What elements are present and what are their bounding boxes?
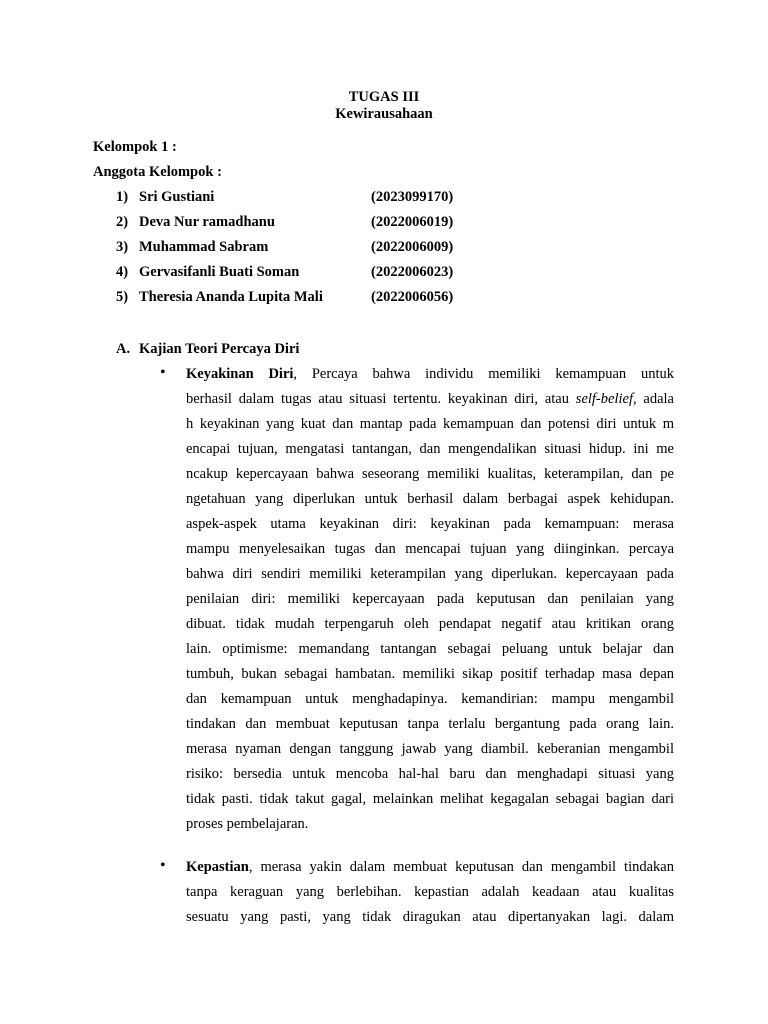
members-label: Anggota Kelompok : — [93, 164, 222, 180]
paragraph-line: bahwa diri sendiri memiliki keterampilan yang diperlukan. kepercayaan pada — [186, 566, 674, 582]
paragraph-line — [186, 858, 674, 876]
section-letter: A. — [116, 341, 131, 357]
section-title: Kajian Teori Percaya Diri — [139, 341, 300, 357]
member-row — [116, 213, 496, 231]
member-name: Deva Nur ramadhanu — [139, 214, 275, 230]
document-title: TUGAS III — [348, 89, 420, 105]
paragraph-text: , Percaya bahwa individu memiliki kemampuan untuk — [293, 366, 674, 382]
term-kepastian: Kepastian — [186, 859, 249, 875]
group-label: Kelompok 1 : — [93, 139, 177, 155]
italic-term: self-belief — [575, 391, 633, 407]
member-number: 4) — [116, 264, 129, 280]
member-row — [116, 188, 496, 206]
paragraph-line: dibuat. tidak mudah terpengaruh oleh pendapat negatif atau kritikan orang — [186, 616, 674, 632]
paragraph-line: tindakan dan membuat keputusan tanpa terlalu bergantung pada orang lain. — [186, 716, 674, 732]
paragraph-line: tidak pasti. tidak takut gagal, melainkan melihat kegagalan sebagai bagian dari — [186, 791, 674, 807]
paragraph-line: aspek-aspek utama keyakinan diri: keyakinan pada kemampuan: merasa — [186, 516, 674, 532]
paragraph-line: h keyakinan yang kuat dan mantap pada kemampuan dan potensi diri untuk m — [186, 416, 674, 432]
paragraph-line — [186, 390, 674, 408]
paragraph-line: encapai tujuan, mengatasi tantangan, dan mengendalikan situasi hidup. ini me — [186, 441, 674, 457]
paragraph-line: sesuatu yang pasti, yang tidak diragukan atau dipertanyakan lagi. dalam — [186, 909, 674, 925]
member-row — [116, 288, 496, 306]
member-id: (2022006009) — [371, 239, 454, 255]
member-number: 5) — [116, 289, 129, 305]
member-id: (2022006023) — [371, 264, 454, 280]
member-number: 3) — [116, 239, 129, 255]
member-id: (2023099170) — [371, 189, 454, 205]
paragraph-line: lain. optimisme: memandang tantangan sebagai peluang untuk belajar dan — [186, 641, 674, 657]
paragraph-line: penilaian diri: memiliki kepercayaan pada keputusan dan penilaian yang — [186, 591, 674, 607]
member-row — [116, 263, 496, 281]
paragraph-text: berhasil dalam tugas atau situasi tertentu. keyakinan diri, atau — [186, 391, 576, 407]
member-id: (2022006019) — [371, 214, 454, 230]
member-name: Sri Gustiani — [139, 189, 215, 205]
member-number: 1) — [116, 189, 129, 205]
member-name: Theresia Ananda Lupita Mali — [139, 289, 323, 305]
term-keyakinan-diri: Keyakinan Diri — [186, 366, 294, 382]
member-name: Muhammad Sabram — [139, 239, 269, 255]
paragraph-line: dan kemampuan untuk menghadapinya. kemandirian: mampu mengambil — [186, 691, 674, 707]
paragraph-line: tumbuh, bukan sebagai hambatan. memiliki sikap positif terhadap masa depan — [186, 666, 674, 682]
document-subtitle: Kewirausahaan — [335, 106, 433, 122]
paragraph-line: proses pembelajaran. — [186, 816, 309, 832]
paragraph-line: risiko: bersedia untuk mencoba hal-hal baru dan menghadapi situasi yang — [186, 766, 674, 782]
paragraph-line — [186, 365, 674, 383]
bullet-icon: • — [160, 857, 166, 874]
paragraph-text: , merasa yakin dalam membuat keputusan dan mengambil tindakan — [248, 859, 674, 875]
paragraph-line: merasa nyaman dengan tanggung jawab yang diambil. keberanian mengambil — [186, 741, 674, 757]
paragraph-line: ncakup kepercayaan bahwa seseorang memiliki kualitas, keterampilan, dan pe — [186, 466, 674, 482]
bullet-icon: • — [160, 364, 166, 381]
paragraph-line: tanpa keraguan yang berlebihan. kepastian adalah keadaan atau kualitas — [186, 884, 674, 900]
paragraph-line: mampu menyelesaikan tugas dan mencapai tujuan yang diinginkan. percaya — [186, 541, 674, 557]
member-id: (2022006056) — [371, 289, 454, 305]
paragraph-line: ngetahuan yang diperlukan untuk berhasil dalam berbagai aspek kehidupan. — [186, 491, 674, 507]
member-row — [116, 238, 496, 256]
paragraph-text: , adala — [632, 391, 674, 407]
member-name: Gervasifanli Buati Soman — [139, 264, 300, 280]
member-number: 2) — [116, 214, 129, 230]
